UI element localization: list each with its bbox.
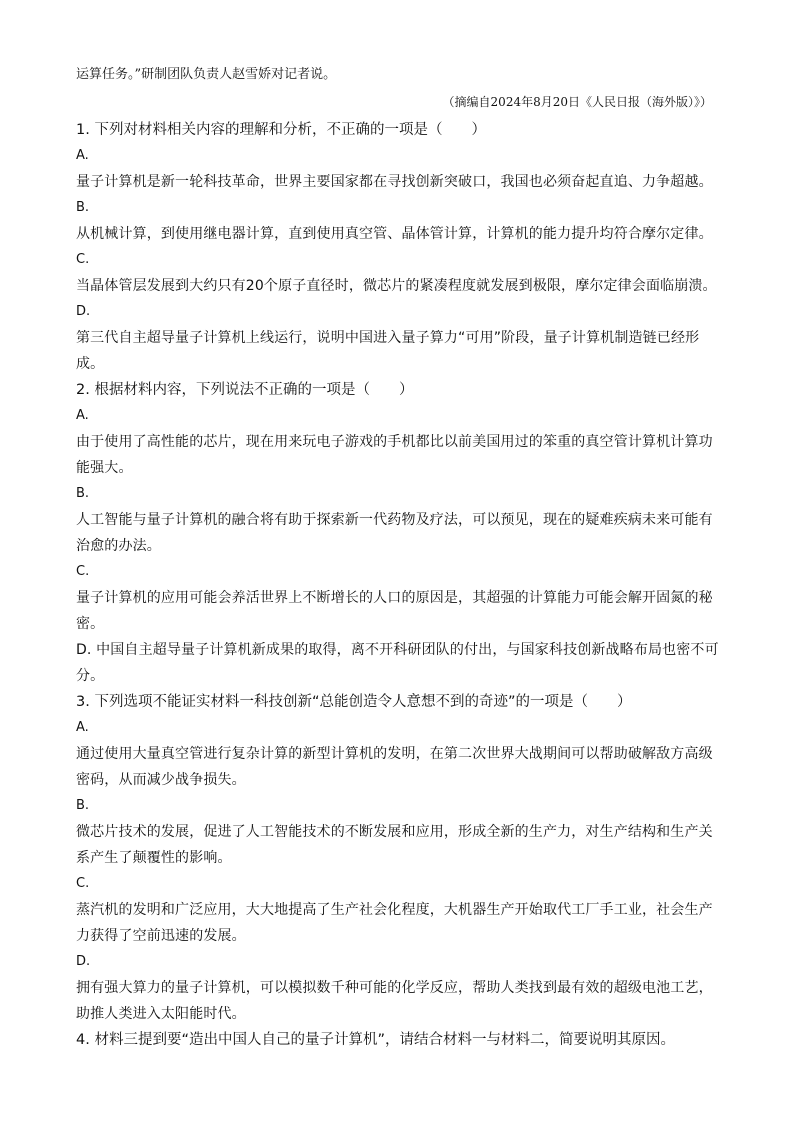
option-text: 量子计算机的应用可能会养活世界上不断增长的人口的原因是，其超强的计算能力可能会解开固氮的秘密。 — [76, 590, 713, 632]
option-letter: D. — [76, 304, 91, 319]
questions-section — [76, 117, 720, 1053]
option-text: 由于使用了高性能的芯片，现在用来玩电子游戏的手机都比以前美国用过的笨重的真空管计算机计算功能强大。 — [76, 434, 713, 476]
source-citation: （摘编自2024年8月20日《人民日报（海外版）》） — [442, 95, 712, 109]
question-stem: 3. 下列选项不能证实材料一科技创新“总能创造令人意想不到的奇迹”的一项是（ ） — [76, 694, 632, 710]
option-letter: B. — [76, 798, 90, 813]
option-letter: C. — [76, 564, 90, 579]
option-letter: A. — [76, 408, 89, 423]
option-letter: B. — [76, 486, 90, 501]
option-text: 第三代自主超导量子计算机上线运行，说明中国进入量子算力“可用”阶段，量子计算机制造链已经形成。 — [76, 330, 700, 372]
option-letter: C. — [76, 252, 90, 267]
question-4 — [76, 1027, 720, 1053]
intro-paragraph: 运算任务。”研制团队负责人赵雪娇对记者说。 — [76, 67, 337, 82]
option-letter: A. — [76, 148, 89, 163]
option-text: 微芯片技术的发展，促进了人工智能技术的不断发展和应用，形成全新的生产力，对生产结构和生产关系产生了颠覆性的影响。 — [76, 824, 713, 866]
question-1 — [76, 117, 720, 377]
question-stem: 4. 材料三提到要“造出中国人自己的量子计算机”，请结合材料一与材料二，简要说明其原因。 — [76, 1032, 675, 1048]
question-stem: 1. 下列对材料相关内容的理解和分析，不正确的一项是（ ） — [76, 122, 486, 138]
question-3 — [76, 689, 720, 1027]
option-text: 人工智能与量子计算机的融合将有助于探索新一代药物及疗法，可以预见，现在的疑难疾病未来可能有治愈的办法。 — [76, 512, 713, 554]
option-letter: C. — [76, 876, 90, 891]
question-stem: 2. 根据材料内容，下列说法不正确的一项是（ ） — [76, 382, 414, 398]
option-letter: A. — [76, 720, 89, 735]
option-text: 蒸汽机的发明和广泛应用，大大地提高了生产社会化程度，大机器生产开始取代工厂手工业，社会生产力获得了空前迅速的发展。 — [76, 902, 713, 944]
option-text: 量子计算机是新一轮科技革命，世界主要国家都在寻找创新突破口，我国也必须奋起直追、力争超越。 — [76, 174, 713, 190]
question-2 — [76, 377, 720, 689]
option-text: 拥有强大算力的量子计算机，可以模拟数千种可能的化学反应，帮助人类找到最有效的超级电池工艺，助推人类进入太阳能时代。 — [76, 980, 713, 1022]
option-letter: D. — [76, 954, 91, 969]
option-text: 通过使用大量真空管进行复杂计算的新型计算机的发明，在第二次世界大战期间可以帮助破解敌方高级密码，从而减少战争损失。 — [76, 746, 713, 788]
option-text: 从机械计算，到使用继电器计算，直到使用真空管、晶体管计算，计算机的能力提升均符合摩尔定律。 — [76, 226, 713, 242]
option-text-inline: D. 中国自主超导量子计算机新成果的取得，离不开科研团队的付出，与国家科技创新战略布局也密不可分。 — [76, 642, 719, 684]
option-letter: B. — [76, 200, 90, 215]
option-text: 当晶体管层发展到大约只有20个原子直径时，微芯片的紧凑程度就发展到极限，摩尔定律会面临崩溃。 — [76, 278, 717, 294]
